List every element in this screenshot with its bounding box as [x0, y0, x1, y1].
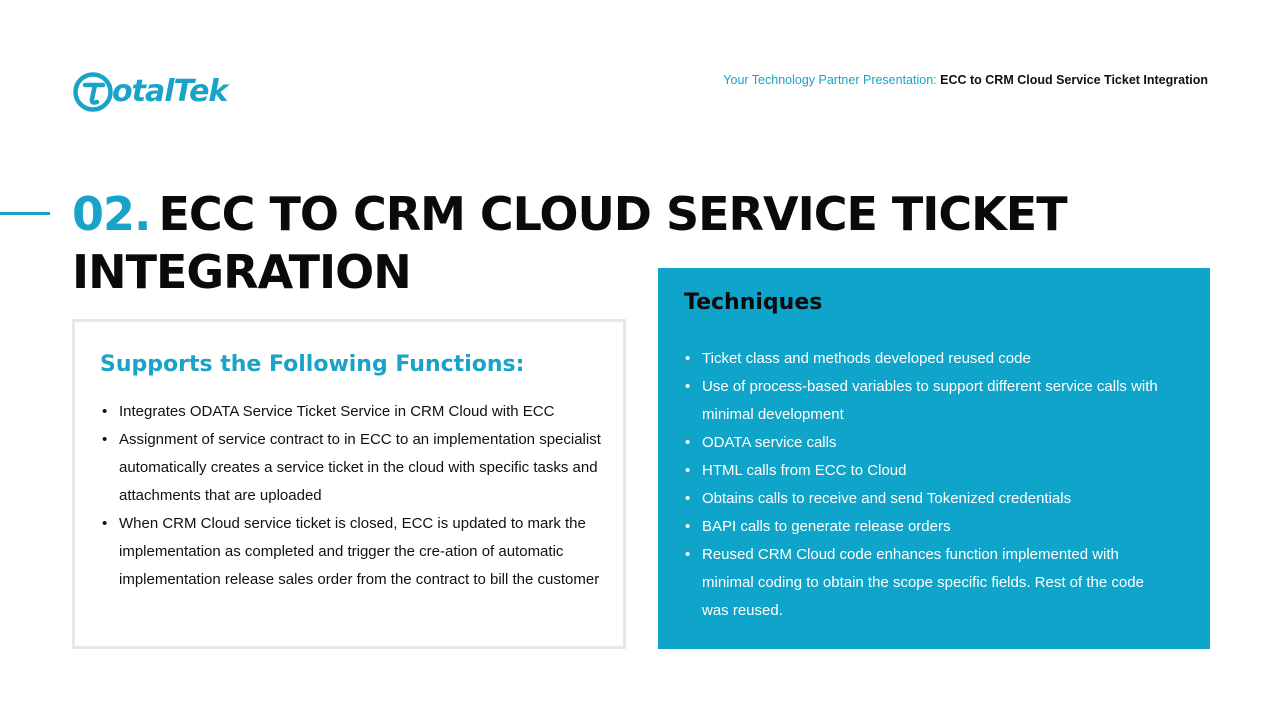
logo-wordmark: otalTek: [112, 74, 228, 109]
list-item: • Ticket class and methods developed reused code: [702, 345, 1172, 373]
list-item: • Assignment of service contract to in ECC to an implementation specialist automatically creates a service ticket in the cloud with specific tasks and attachments that are uploaded: [119, 426, 609, 510]
t-circle-logo-icon: [72, 70, 114, 114]
list-item: • Reused CRM Cloud code enhances function implemented with minimal coding to obtain the scope specific fields. Rest of the code was reused.: [702, 541, 1172, 625]
functions-heading: Supports the Following Functions:: [100, 352, 525, 377]
list-item: • Use of process-based variables to support different service calls with minimal development: [702, 373, 1172, 429]
header-caption-lead: Your Technology Partner Presentation:: [723, 73, 937, 87]
techniques-panel: [658, 268, 1210, 649]
list-item: • Obtains calls to receive and send Tokenized credentials: [702, 485, 1172, 513]
header-caption-subject: ECC to CRM Cloud Service Ticket Integration: [940, 73, 1208, 87]
slide-number: 02.: [72, 187, 151, 241]
totaltek-logo: [72, 70, 227, 114]
list-item: • ODATA service calls: [702, 429, 1172, 457]
title-accent-line: [0, 212, 50, 215]
techniques-heading: Techniques: [684, 290, 823, 315]
list-item: • When CRM Cloud service ticket is closed, ECC is updated to mark the implementation as completed and trigger the cre-ation of automatic implementation release sales order from the contract to bill the customer: [119, 510, 609, 594]
list-item: • HTML calls from ECC to Cloud: [702, 457, 1172, 485]
list-item: • Integrates ODATA Service Ticket Service in CRM Cloud with ECC: [119, 398, 609, 426]
header-caption: [723, 73, 1208, 87]
list-item: • BAPI calls to generate release orders: [702, 513, 1172, 541]
techniques-list: [702, 345, 1172, 625]
functions-panel: [72, 319, 626, 649]
functions-list: [119, 398, 609, 594]
slide-title-text: ECC TO CRM CLOUD SERVICE TICKET INTEGRATION: [72, 187, 1067, 299]
